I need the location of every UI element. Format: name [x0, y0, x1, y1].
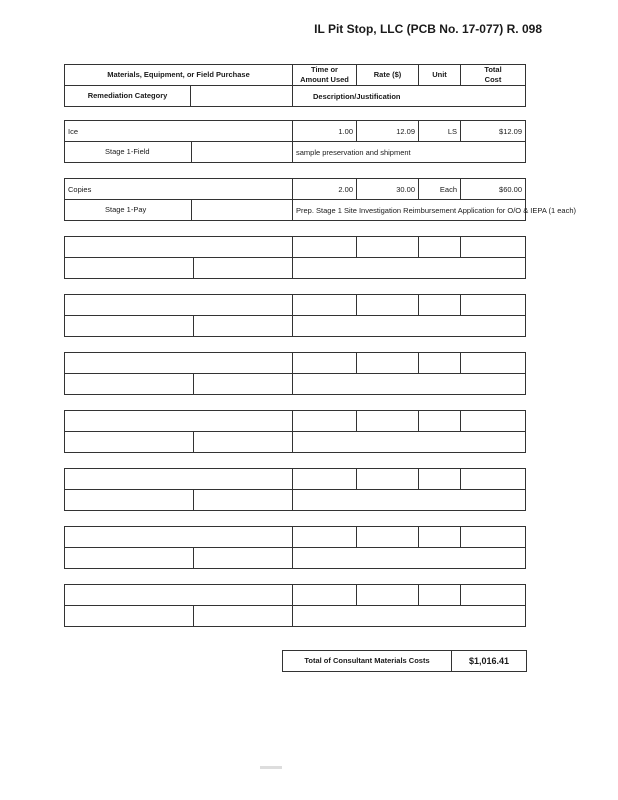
unit-cell: Each: [419, 179, 461, 200]
column-header-table: [64, 64, 526, 107]
col-category-header: Remediation Category: [65, 86, 293, 107]
description-cell: sample preservation and shipment: [293, 142, 526, 163]
total-label: Total of Consultant Materials Costs: [283, 651, 452, 671]
item-cell: Copies: [65, 179, 293, 200]
total-cell: $12.09: [461, 121, 526, 142]
total-cell: $60.00: [461, 179, 526, 200]
rate-cell: 12.09: [357, 121, 419, 142]
entry-block: [64, 120, 526, 163]
case-header: IL Pit Stop, LLC (PCB No. 17-077) R. 098: [314, 22, 542, 36]
empty-entry-block: [64, 236, 526, 279]
amount-cell: 1.00: [293, 121, 357, 142]
col-time-header: Time or Amount Used: [293, 65, 357, 86]
description-cell: Prep. Stage 1 Site Investigation Reimbursement Application for O/O & IEPA (1 each): [293, 200, 526, 221]
col-unit-header: Unit: [419, 65, 461, 86]
total-summary-box: [282, 650, 527, 672]
empty-entry-block: [64, 294, 526, 337]
col-item-header: Materials, Equipment, or Field Purchase: [65, 65, 293, 86]
unit-cell: LS: [419, 121, 461, 142]
col-rate-header: Rate ($): [357, 65, 419, 86]
amount-cell: 2.00: [293, 179, 357, 200]
empty-entry-block: [64, 526, 526, 569]
category-cell: Stage 1-Pay: [65, 200, 293, 221]
empty-entry-block: [64, 468, 526, 511]
total-value: $1,016.41: [468, 656, 510, 666]
rate-cell: 30.00: [357, 179, 419, 200]
item-cell: Ice: [65, 121, 293, 142]
empty-entry-block: [64, 352, 526, 395]
col-total-header: Total Cost: [461, 65, 526, 86]
page-footer-mark: [260, 766, 282, 769]
empty-entry-block: [64, 584, 526, 627]
category-cell: Stage 1-Field: [65, 142, 293, 163]
col-description-header: Description/Justification: [293, 86, 526, 107]
entry-block: [64, 178, 577, 221]
empty-entry-block: [64, 410, 526, 453]
